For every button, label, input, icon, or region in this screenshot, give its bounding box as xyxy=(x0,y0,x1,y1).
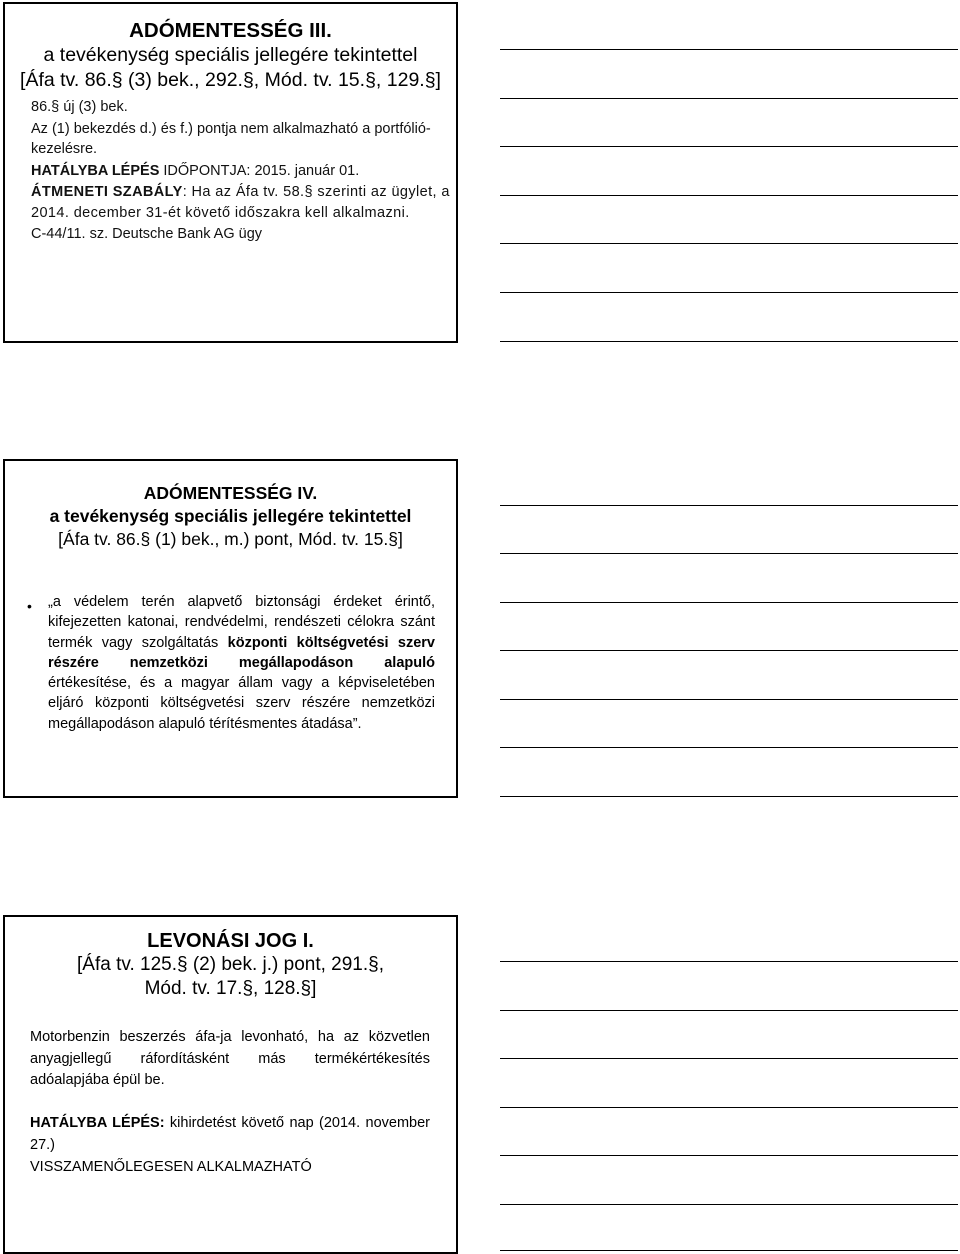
slide-3-title-main: LEVONÁSI JOG I. xyxy=(147,930,314,952)
bullet-icon: • xyxy=(27,598,32,614)
slide-2-title xyxy=(5,482,456,551)
slide-1-para-1: 86.§ új (3) bek. xyxy=(31,99,128,115)
slide-1-transition-label: ÁTMENETI SZABÁLY xyxy=(31,184,183,200)
slide-1-para-2: Az (1) bekezdés d.) és f.) pontja nem alkalmazható a portfólió-kezelésre. xyxy=(31,120,431,157)
note-line xyxy=(500,195,958,196)
quote-close: ”. xyxy=(352,715,362,732)
note-line xyxy=(500,341,958,342)
slide-3-effective-label: HATÁLYBA LÉPÉS: xyxy=(30,1115,165,1131)
slide-2-title-sub xyxy=(5,505,456,528)
slide-3-title-ref-2: Mód. tv. 17.§, 128.§] xyxy=(144,978,317,999)
note-line xyxy=(500,146,958,147)
note-line xyxy=(500,98,958,99)
slide-3-effective-text: kihirdetést követő nap (2014. november 27.) xyxy=(30,1115,430,1153)
note-line xyxy=(500,1107,958,1108)
note-line xyxy=(500,961,958,962)
slide-1-transition-text: : Ha az Áfa tv. 58.§ szerinti az ügylet, a 2014. december 31-ét követő időszakra kell alkalmazni. xyxy=(31,184,450,221)
note-line xyxy=(500,1010,958,1011)
note-line xyxy=(500,747,958,748)
slide-2-quote xyxy=(48,592,435,734)
note-line xyxy=(500,243,958,244)
slide-1-transition xyxy=(31,182,451,223)
slide-3 xyxy=(3,915,458,1254)
quote-text-2: értékesítése, és a magyar állam vagy a képviseletében eljáró központi költségvetési szerv részére nemzetközi megállapodáson alapuló térítésmentes átadása xyxy=(48,675,435,732)
slide-1-effective-text: IDŐPONTJA: 2015. január 01. xyxy=(159,162,360,179)
slide-3-para-1: Motorbenzin beszerzés áfa-ja levonható, ha az közvetlen anyagjellegű ráfordításként más termékértékesítés adóalapjába épül be. xyxy=(30,1029,430,1088)
note-line xyxy=(500,1204,958,1205)
slide-1-title-sub: a tevékenység speciális jellegére tekintettel xyxy=(43,44,418,66)
slide-1-title-ref: [Áfa tv. 86.§ (3) bek., 292.§, Mód. tv. 15.§, 129.§] xyxy=(20,69,441,91)
note-line xyxy=(500,650,958,651)
note-line xyxy=(500,1058,958,1059)
slide-1-effective-label: HATÁLYBA LÉPÉS xyxy=(31,162,160,179)
slide-1-effective xyxy=(31,161,451,182)
note-line xyxy=(500,49,958,50)
note-line xyxy=(500,1250,958,1251)
slide-1-title xyxy=(5,18,456,93)
quote-bold-1: központi költségvetési szerv részére nemzetközi megállapodáson alapuló xyxy=(48,634,435,671)
slide-3-title xyxy=(5,929,456,1001)
slide-3-effective xyxy=(30,1113,430,1156)
slide-2-title-ref: [Áfa tv. 86.§ (1) bek., m.) pont, Mód. tv. 15.§] xyxy=(58,529,403,549)
note-line xyxy=(500,1155,958,1156)
slide-3-title-ref-1: [Áfa tv. 125.§ (2) bek. j.) pont, 291.§, xyxy=(77,954,384,975)
quote-text-1: a védelem terén alapvető biztonsági érdeket érintő, kifejezetten katonai, rendvédelmi, rendészeti célokra szánt termék vagy szolgáltatás xyxy=(48,594,435,651)
slide-1-body xyxy=(31,97,451,245)
note-line xyxy=(500,292,958,293)
note-line xyxy=(500,699,958,700)
slide-2 xyxy=(3,459,458,798)
note-line xyxy=(500,796,958,797)
slide-1-title-main: ADÓMENTESSÉG III. xyxy=(129,19,332,42)
slide-3-retro: VISSZAMENŐLEGESEN ALKALMAZHATÓ xyxy=(30,1159,312,1175)
slide-1 xyxy=(3,2,458,343)
slide-2-title-main xyxy=(5,482,456,505)
slide-1-case-ref: C-44/11. sz. Deutsche Bank AG ügy xyxy=(31,226,263,242)
note-line xyxy=(500,505,958,506)
note-line xyxy=(500,553,958,554)
slide-2-title-sub-text: a tevékenység speciális jellegére tekintettel xyxy=(49,506,412,526)
note-line xyxy=(500,602,958,603)
slide-2-title-main-text: ADÓMENTESSÉG IV. xyxy=(143,483,318,503)
quote-open: „ xyxy=(48,594,53,610)
